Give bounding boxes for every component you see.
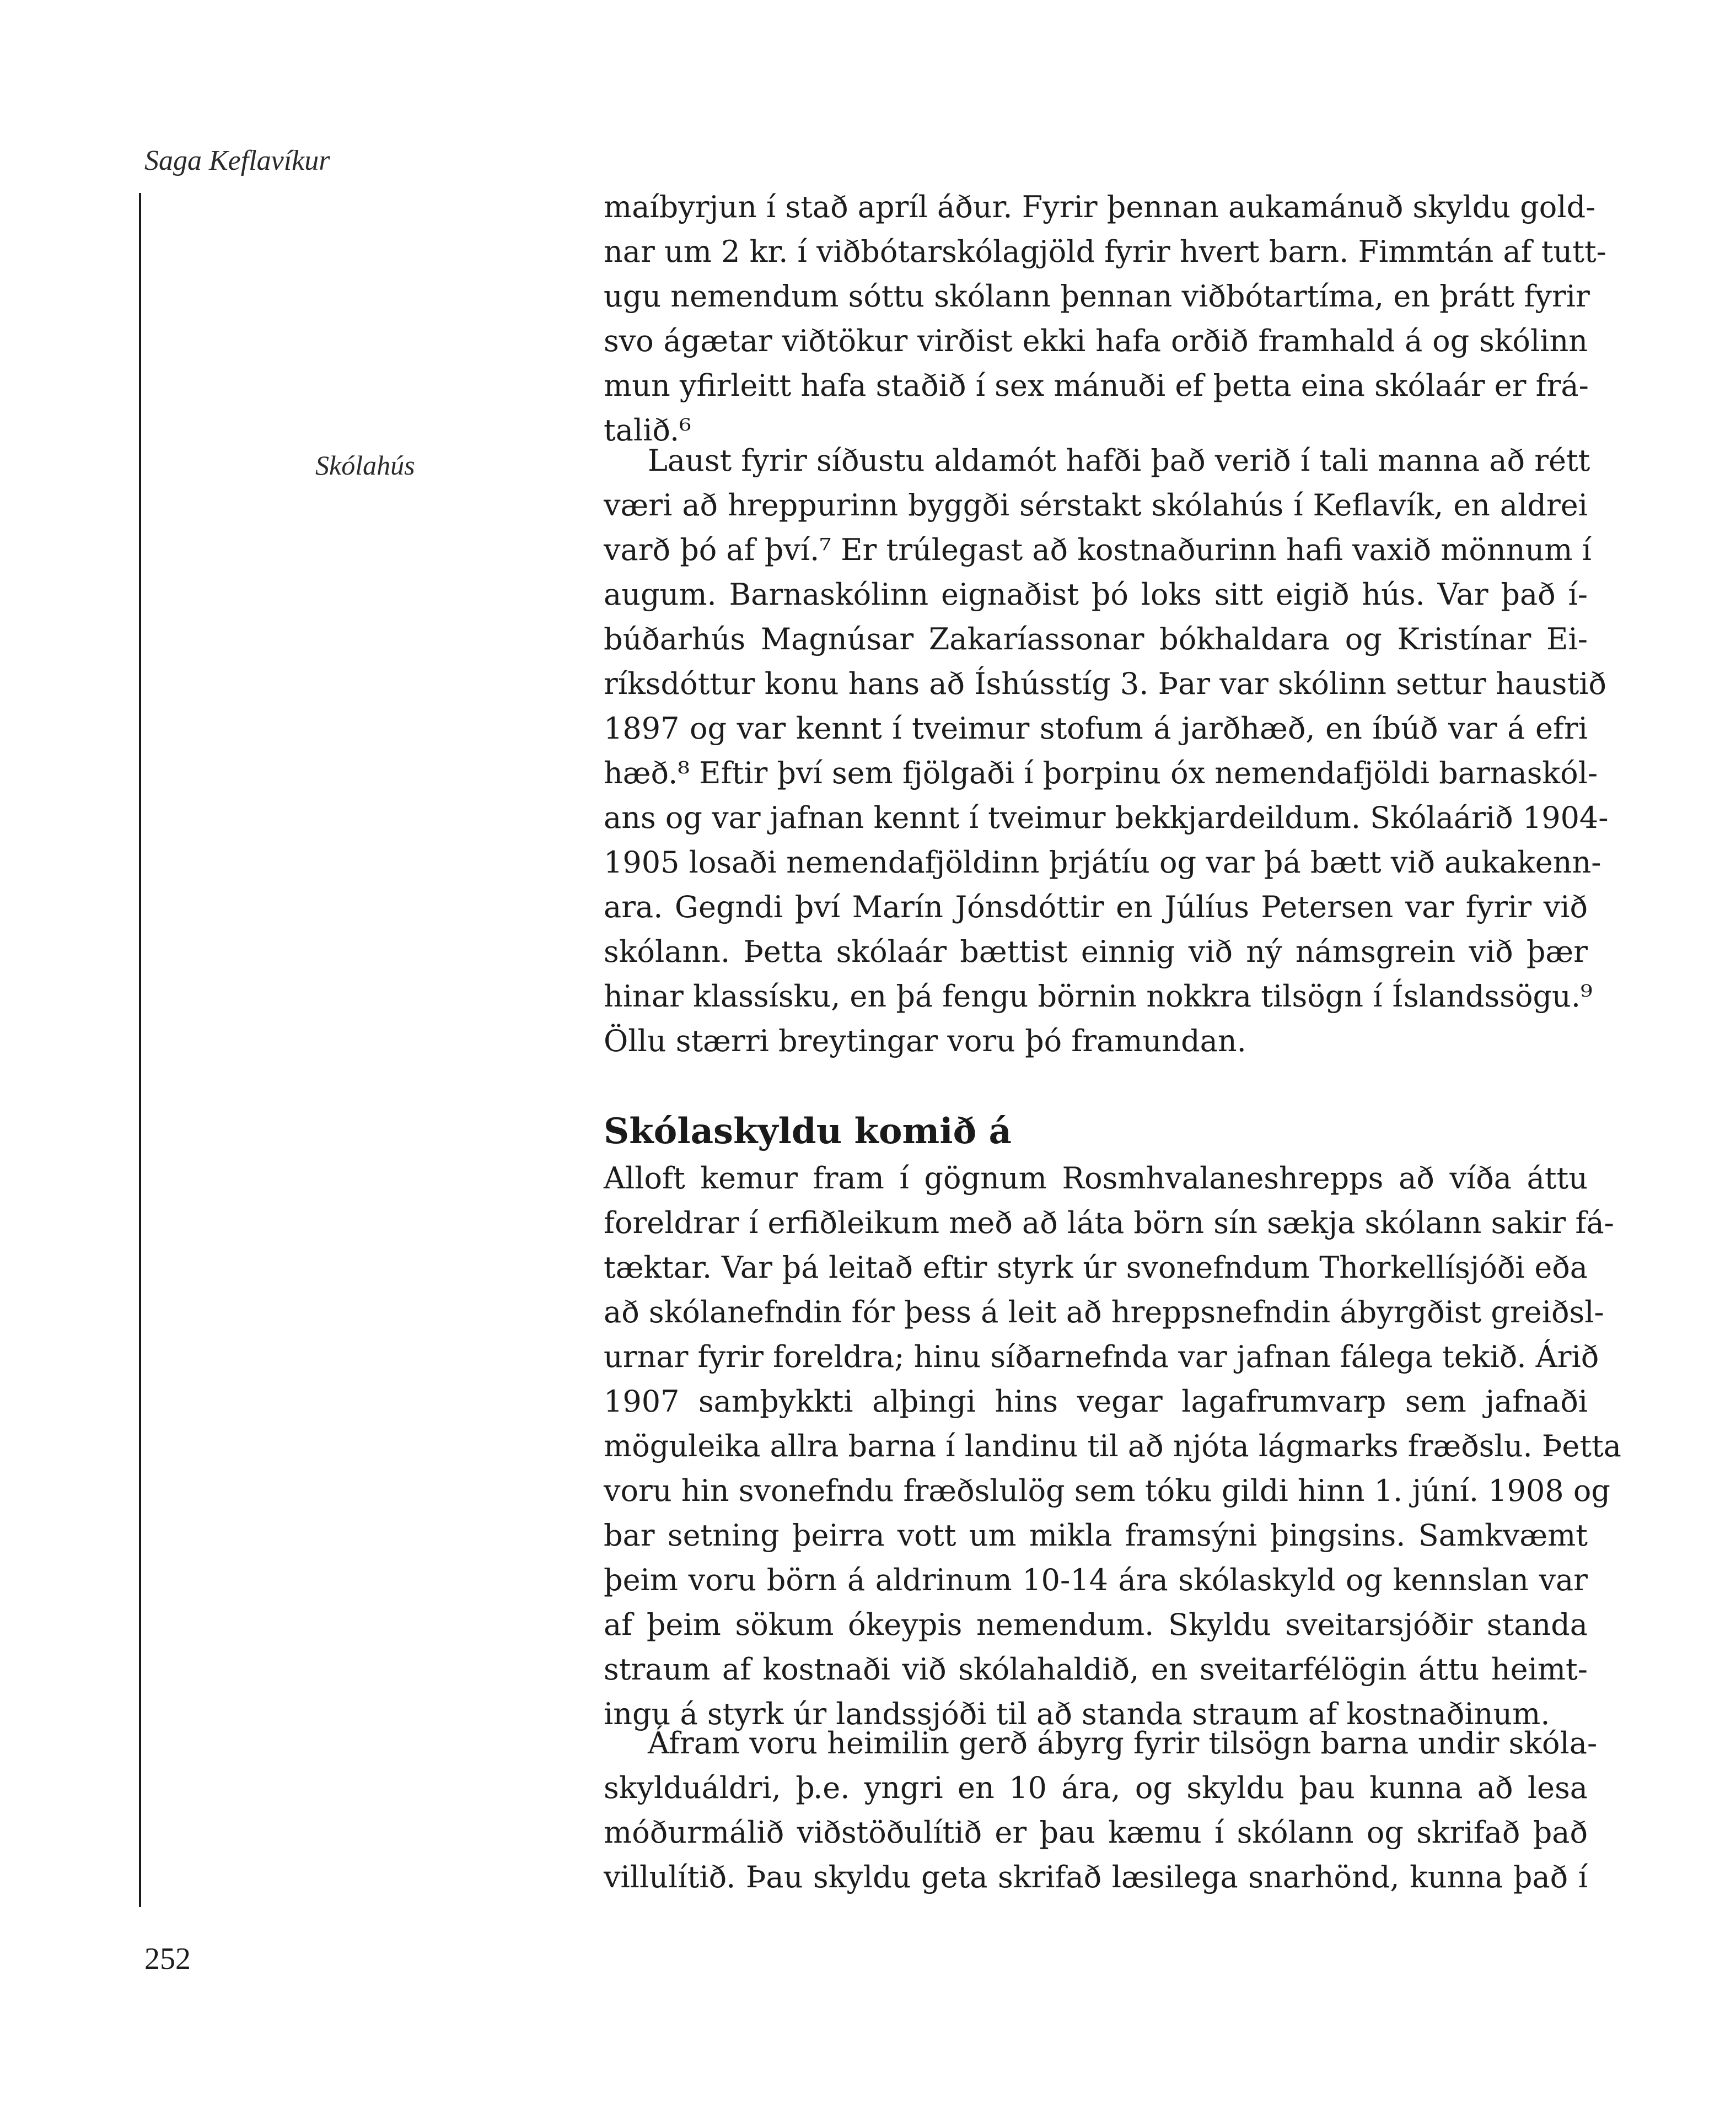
text-line: villulítið. Þau skyldu geta skrifað læsilega snarhönd, kunna það í <box>604 1860 1588 1894</box>
text-line: Laust fyrir síðustu aldamót hafði það verið í tali manna að rétt <box>648 443 1590 478</box>
text-line: hæð.⁸ Eftir því sem fjölgaði í þorpinu óx nemendafjöldi barnaskól- <box>604 756 1598 790</box>
text-line: Öllu stærri breytingar voru þó framundan. <box>604 1024 1246 1058</box>
text-line: ríksdóttur konu hans að Íshússtíg 3. Þar var skólinn settur haustið <box>604 666 1606 701</box>
text-line: möguleika allra barna í landinu til að njóta lágmarks fræðslu. Þetta <box>604 1429 1621 1463</box>
text-line: 1907 samþykkti alþingi hins vegar lagafrumvarp sem jafnaði <box>604 1384 1588 1419</box>
text-line: talið.⁶ <box>604 413 691 448</box>
text-block-4 <box>604 1721 1598 1899</box>
text-line: 1905 losaði nemendafjöldinn þrjátíu og var þá bætt við aukakenn- <box>604 845 1601 880</box>
text-block-2 <box>604 438 1609 1063</box>
text-line: skylduáldri, þ.e. yngri en 10 ára, og skyldu þau kunna að lesa <box>604 1770 1588 1805</box>
text-line: Alloft kemur fram í gögnum Rosmhvalaneshrepps að víða áttu <box>604 1161 1588 1196</box>
text-line: augum. Barnaskólinn eignaðist þó loks sitt eigið hús. Var það í- <box>604 577 1588 612</box>
text-line: foreldrar í erfiðleikum með að láta börn sín sækja skólann sakir fá- <box>604 1205 1614 1240</box>
text-line: að skólanefndin fór þess á leit að hreppsnefndin ábyrgðist greiðsl- <box>604 1295 1604 1329</box>
running-head: Saga Keflavíkur <box>144 145 330 176</box>
text-line: þeim voru börn á aldrinum 10-14 ára skólaskyld og kennslan var <box>604 1563 1588 1597</box>
text-line: mun yfirleitt hafa staðið í sex mánuði ef þetta eina skólaár er frá- <box>604 368 1589 403</box>
text-line: nar um 2 kr. í viðbótarskólagjöld fyrir hvert barn. Fimmtán af tutt- <box>604 234 1606 269</box>
text-line: maíbyrjun í stað apríl áður. Fyrir þennan aukamánuð skyldu gold- <box>604 190 1596 224</box>
text-line: ara. Gegndi því Marín Jónsdóttir en Júlíus Petersen var fyrir við <box>604 890 1588 924</box>
text-line: svo ágætar viðtökur virðist ekki hafa orðið framhald á og skólinn <box>604 324 1588 358</box>
text-line: ugu nemendum sóttu skólann þennan viðbótartíma, en þrátt fyrir <box>604 279 1590 314</box>
text-line: móðurmálið viðstöðulítið er þau kæmu í skólann og skrifað það <box>604 1815 1588 1850</box>
text-line: 1897 og var kennt í tveimur stofum á jarðhæð, en íbúð var á efri <box>604 711 1588 746</box>
text-line: skólann. Þetta skólaár bættist einnig við ný námsgrein við þær <box>604 934 1588 969</box>
text-line: varð þó af því.⁷ Er trúlegast að kostnaðurinn hafi vaxið mönnum í <box>604 532 1592 567</box>
text-line: ingu á styrk úr landssjóði til að standa straum af kostnaðinum. <box>604 1697 1550 1731</box>
text-block-3 <box>604 1156 1621 1736</box>
text-line: Áfram voru heimilin gerð ábyrg fyrir tilsögn barna undir skóla- <box>648 1726 1598 1761</box>
text-line: búðarhús Magnúsar Zakaríassonar bókhaldara og Kristínar Ei- <box>604 622 1588 656</box>
text-line: af þeim sökum ókeypis nemendum. Skyldu sveitarsjóðir standa <box>604 1607 1588 1642</box>
text-line: bar setning þeirra vott um mikla framsýni þingsins. Samkvæmt <box>604 1518 1588 1553</box>
text-line: hinar klassísku, en þá fengu börnin nokkra tilsögn í Íslandssögu.⁹ <box>604 979 1593 1014</box>
margin-note: Skólahús <box>315 450 415 481</box>
text-line: urnar fyrir foreldra; hinu síðarnefnda var jafnan fálega tekið. Árið <box>604 1339 1599 1374</box>
text-line: ans og var jafnan kennt í tveimur bekkjardeildum. Skólaárið 1904- <box>604 800 1609 835</box>
margin-rule <box>139 193 141 1907</box>
text-line: straum af kostnaði við skólahaldið, en sveitarfélögin áttu heimt- <box>604 1652 1588 1687</box>
text-line: voru hin svonefndu fræðslulög sem tóku gildi hinn 1. júní. 1908 og <box>604 1473 1610 1508</box>
text-block-1 <box>604 185 1606 453</box>
text-line: tæktar. Var þá leitað eftir styrk úr svonefndum Thorkellísjóði eða <box>604 1250 1588 1285</box>
section-heading: Skólaskyldu komið á <box>604 1111 1012 1152</box>
page-number: 252 <box>144 1942 191 1976</box>
text-line: væri að hreppurinn byggði sérstakt skólahús í Keflavík, en aldrei <box>604 488 1588 523</box>
